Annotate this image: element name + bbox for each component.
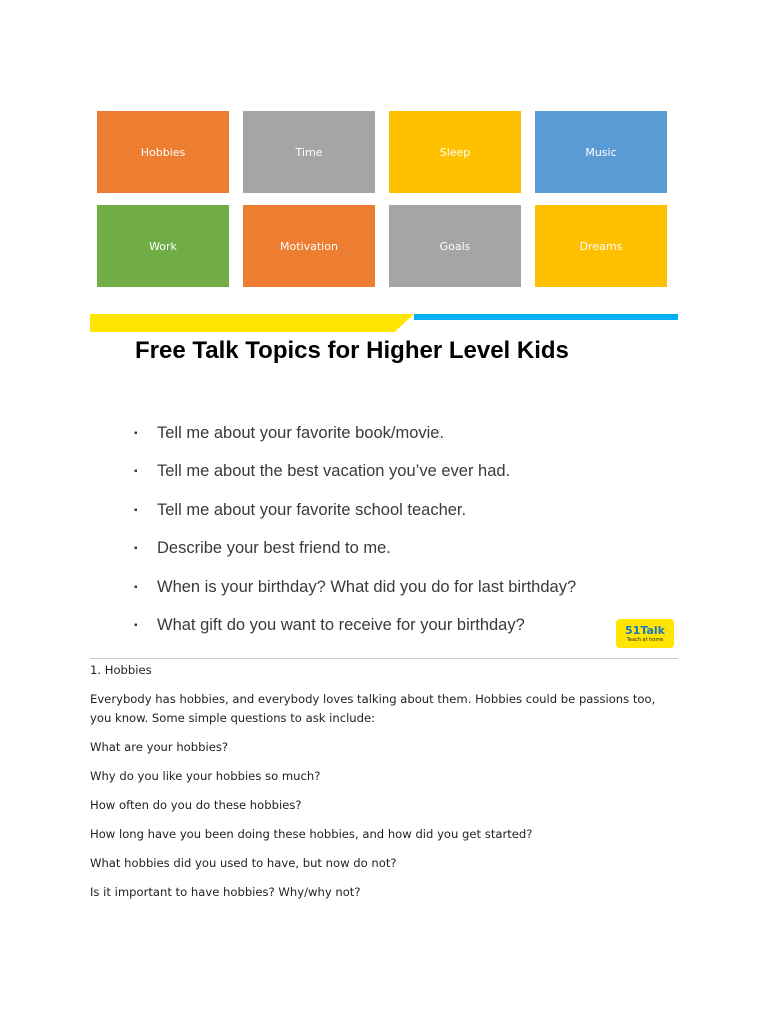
question-item: Why do you like your hobbies so much?	[90, 769, 321, 783]
topic-tile-work: Work	[97, 205, 229, 287]
question-item: How often do you do these hobbies?	[90, 798, 302, 812]
list-item	[134, 607, 674, 646]
topic-tile-grid	[97, 111, 667, 287]
topic-list	[134, 414, 674, 645]
topic-text: What gift do you want to receive for your birthday?	[157, 616, 525, 635]
list-item	[134, 491, 674, 530]
section-heading: 1. Hobbies	[90, 663, 152, 677]
bullet-icon: ▪	[134, 466, 138, 478]
topic-text: Tell me about the best vacation you’ve ever had.	[157, 462, 511, 481]
question-item: How long have you been doing these hobbies, and how did you get started?	[90, 827, 533, 841]
list-item	[134, 530, 674, 569]
topic-tile-hobbies: Hobbies	[97, 111, 229, 193]
banner-blue-stripe	[414, 314, 678, 320]
question-item: What hobbies did you used to have, but now do not?	[90, 856, 397, 870]
list-item	[134, 414, 674, 453]
section-divider	[90, 658, 678, 659]
topic-text: Tell me about your favorite book/movie.	[157, 423, 445, 442]
topic-text: Describe your best friend to me.	[157, 539, 391, 558]
bullet-icon: ▪	[134, 543, 138, 555]
topic-tile-music: Music	[535, 111, 667, 193]
brand-logo-name: 51Talk	[625, 623, 665, 637]
page-title: Free Talk Topics for Higher Level Kids	[135, 337, 569, 364]
topic-tile-goals: Goals	[389, 205, 521, 287]
list-item	[134, 453, 674, 492]
article-body	[90, 661, 670, 912]
topic-text: Tell me about your favorite school teacher.	[157, 500, 467, 519]
title-banner	[90, 314, 678, 332]
bullet-icon: ▪	[134, 581, 138, 593]
brand-logo-tagline: Teach at home	[626, 636, 664, 643]
topic-tile-dreams: Dreams	[535, 205, 667, 287]
topic-text: When is your birthday? What did you do for last birthday?	[157, 577, 577, 596]
bullet-icon: ▪	[134, 620, 138, 632]
brand-logo	[616, 619, 674, 648]
list-item	[134, 568, 674, 607]
bullet-icon: ▪	[134, 427, 138, 439]
section-intro: Everybody has hobbies, and everybody loves talking about them. Hobbies could be passions too, you know. Some simple questions to ask include:	[90, 692, 656, 725]
banner-yellow-stripe	[90, 314, 414, 332]
question-item: What are your hobbies?	[90, 740, 229, 754]
topic-tile-sleep: Sleep	[389, 111, 521, 193]
topic-tile-time: Time	[243, 111, 375, 193]
bullet-icon: ▪	[134, 504, 138, 516]
topic-tile-motivation: Motivation	[243, 205, 375, 287]
question-item: Is it important to have hobbies? Why/why not?	[90, 885, 361, 899]
